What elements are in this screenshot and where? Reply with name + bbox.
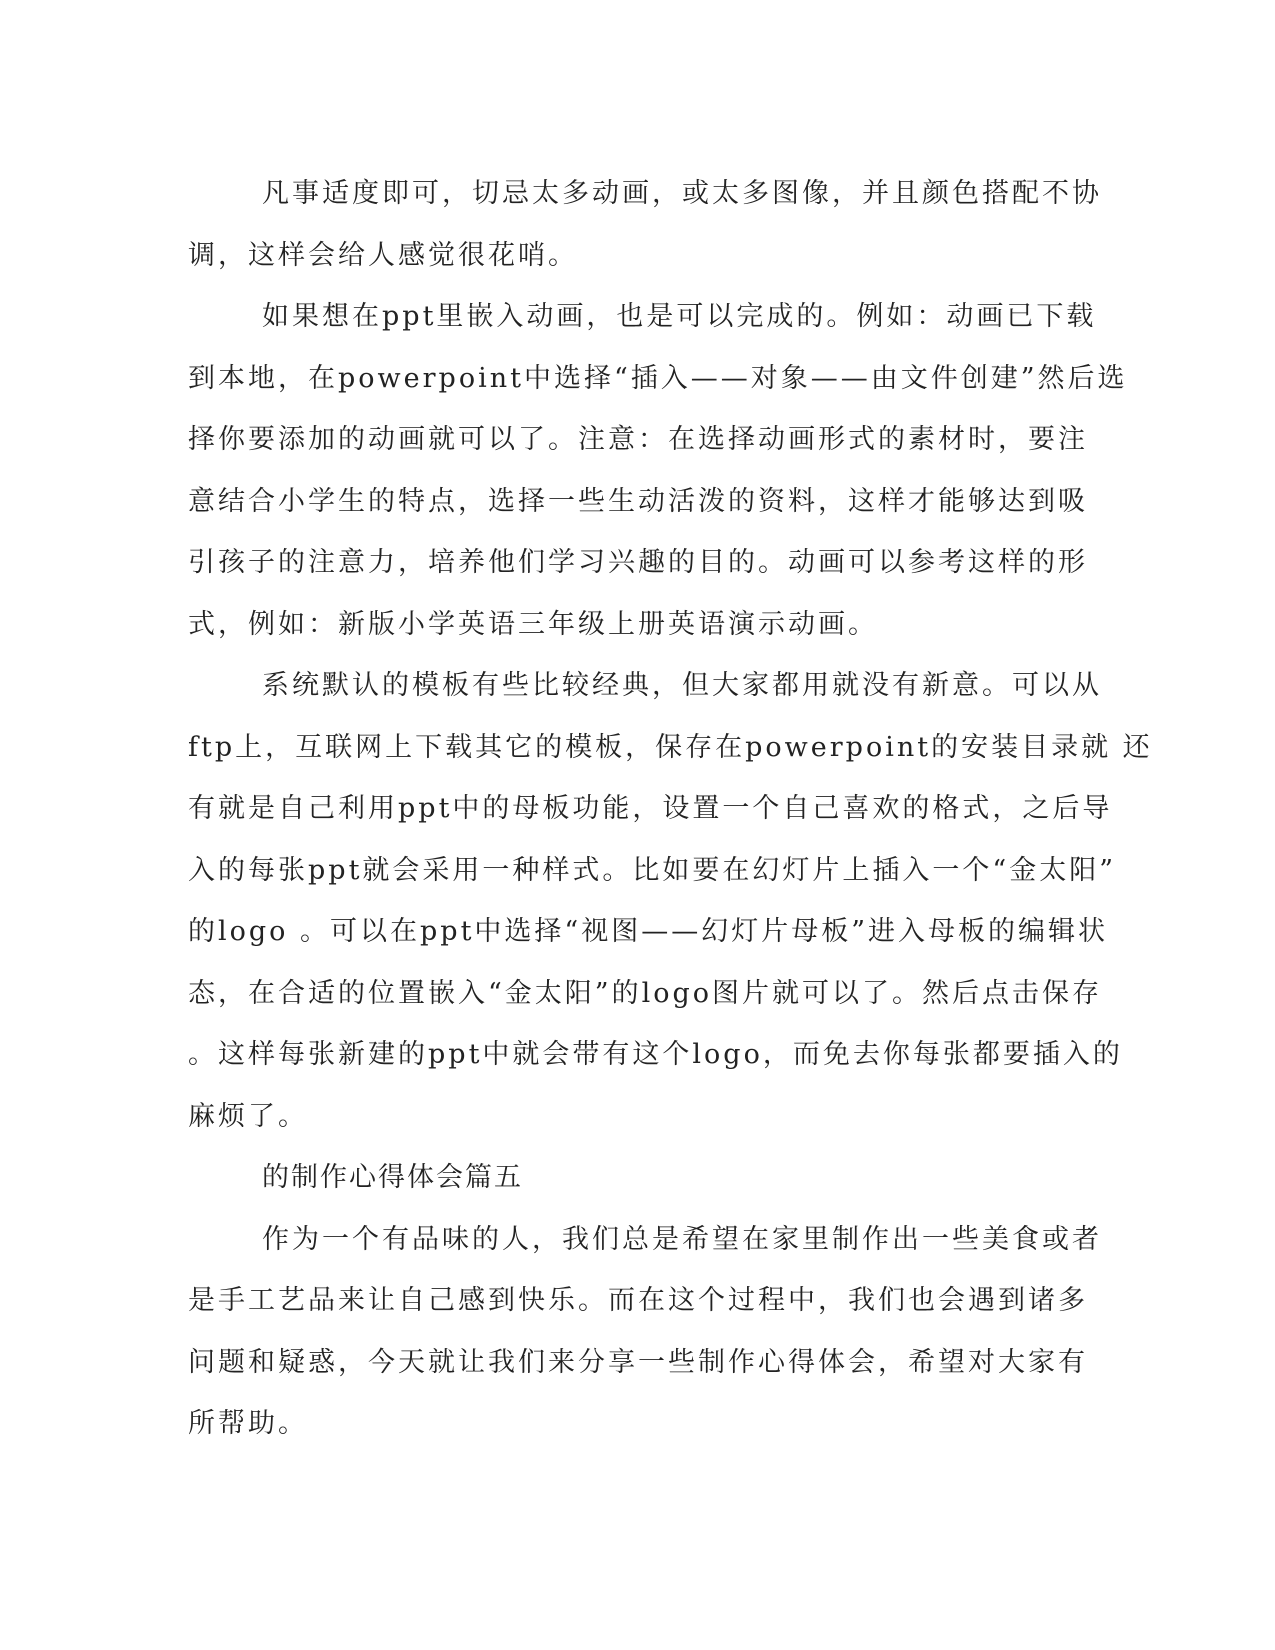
text-line: 式，例如：新版小学英语三年级上册英语演示动画。 (188, 608, 878, 640)
text-line: 入的每张ppt就会采用一种样式。比如要在幻灯片上插入一个“金太阳” (188, 854, 1117, 886)
paragraph-making-experience (188, 1209, 1102, 1455)
text-line: 所帮助。 (188, 1408, 308, 1439)
text-line: 作为一个有品味的人，我们总是希望在家里制作出一些美食或者 (262, 1223, 1102, 1255)
text-line: 凡事适度即可，切忌太多动画，或太多图像，并且颜色搭配不协 (262, 178, 1102, 209)
text-line: 意结合小学生的特点，选择一些生动活泼的资料，这样才能够达到吸 (188, 485, 1088, 517)
text-line: 如果想在ppt里嵌入动画，也是可以完成的。例如：动画已下载 (262, 301, 1097, 332)
text-line: 系统默认的模板有些比较经典，但大家都用就没有新意。可以从 (262, 670, 1102, 701)
text-line: ftp上，互联网上下载其它的模板，保存在powerpoint的安装目录就 还 (188, 731, 1153, 763)
paragraph-templates (188, 655, 1153, 1147)
text-line: 问题和疑惑，今天就让我们来分享一些制作心得体会，希望对大家有 (188, 1346, 1088, 1378)
text-line: 态，在合适的位置嵌入“金太阳”的logo图片就可以了。然后点击保存 (188, 977, 1103, 1009)
text-line: 的logo 。可以在ppt中选择“视图——幻灯片母板”进入母板的编辑状 (188, 916, 1109, 947)
text-line: 。这样每张新建的ppt中就会带有这个logo，而免去你每张都要插入的 (188, 1039, 1123, 1070)
paragraph-embed-animation (188, 286, 1128, 655)
text-line: 到本地，在powerpoint中选择“插入——对象——由文件创建”然后选 (188, 362, 1128, 394)
text-line: 引孩子的注意力，培养他们学习兴趣的目的。动画可以参考这样的形 (188, 547, 1088, 578)
text-line: 麻烦了。 (188, 1100, 308, 1132)
document-body (188, 163, 1153, 1455)
text-line: 是手工艺品来让自己感到快乐。而在这个过程中，我们也会遇到诸多 (188, 1285, 1088, 1316)
text-line: 调，这样会给人感觉很花哨。 (188, 239, 578, 271)
text-line: 有就是自己利用ppt中的母板功能，设置一个自己喜欢的格式，之后导 (188, 793, 1113, 824)
text-line: 择你要添加的动画就可以了。注意：在选择动画形式的素材时，要注 (188, 424, 1088, 455)
paragraph-animation-moderation (188, 163, 1102, 286)
section-heading (188, 1147, 1078, 1209)
section-title: 的制作心得体会篇五 (262, 1162, 523, 1193)
